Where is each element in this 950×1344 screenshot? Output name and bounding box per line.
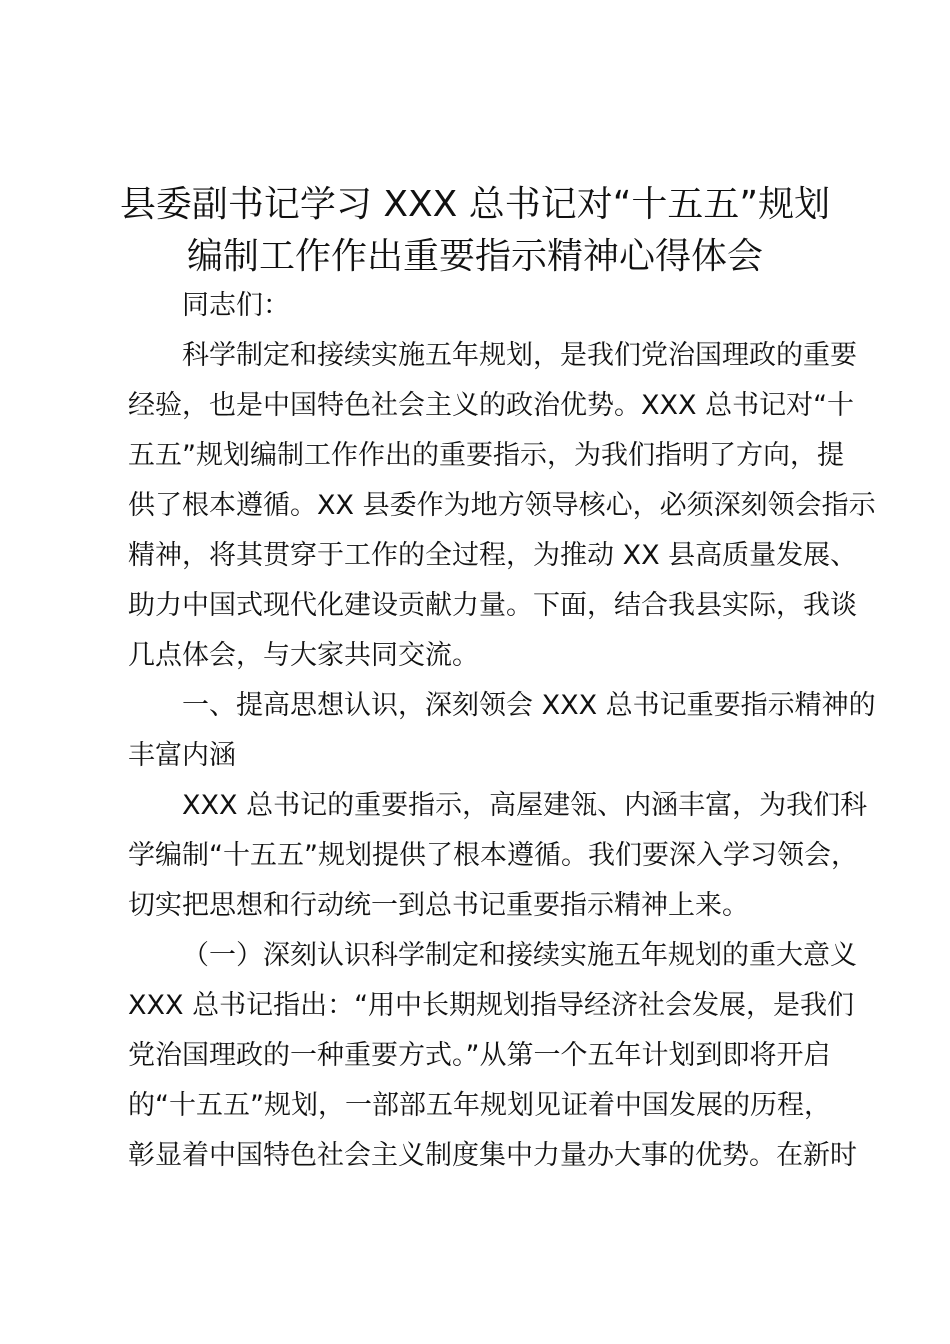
paragraph-line: 供了根本遵循。XX 县委作为地方领导核心，必须深刻领会指示 bbox=[128, 490, 876, 521]
paragraph-line: 经验，也是中国特色社会主义的政治优势。XXX 总书记对“十 bbox=[128, 390, 855, 421]
section-heading-line: 丰富内涵 bbox=[128, 740, 236, 771]
document-title-line-2: 编制工作作出重要指示精神心得体会 bbox=[186, 236, 763, 277]
subsection-heading: （一）深刻认识科学制定和接续实施五年规划的重大意义 bbox=[182, 940, 857, 971]
paragraph-line: 精神，将其贯穿于工作的全过程，为推动 XX 县高质量发展、 bbox=[128, 540, 858, 571]
paragraph-line: 五五”规划编制工作作出的重要指示，为我们指明了方向，提 bbox=[128, 440, 844, 471]
paragraph-line: 党治国理政的一种重要方式。”从第一个五年计划到即将开启 bbox=[128, 1040, 831, 1071]
paragraph-line: 学编制“十五五”规划提供了根本遵循。我们要深入学习领会， bbox=[128, 840, 858, 871]
paragraph-line: XXX 总书记的重要指示，高屋建瓴、内涵丰富，为我们科 bbox=[182, 790, 868, 821]
paragraph-line: 彰显着中国特色社会主义制度集中力量办大事的优势。在新时 bbox=[128, 1140, 857, 1171]
paragraph-line: 助力中国式现代化建设贡献力量。下面，结合我县实际，我谈 bbox=[128, 590, 857, 621]
paragraph-line: 科学制定和接续实施五年规划，是我们党治国理政的重要 bbox=[182, 340, 857, 371]
section-heading-line: 一、提高思想认识，深刻领会 XXX 总书记重要指示精神的 bbox=[182, 690, 876, 721]
paragraph-line: XXX 总书记指出：“用中长期规划指导经济社会发展，是我们 bbox=[128, 990, 855, 1021]
paragraph-line: 几点体会，与大家共同交流。 bbox=[128, 640, 479, 671]
salutation: 同志们： bbox=[182, 290, 290, 321]
paragraph-line: 切实把思想和行动统一到总书记重要指示精神上来。 bbox=[128, 890, 749, 921]
paragraph-line: 的“十五五”规划，一部部五年规划见证着中国发展的历程， bbox=[128, 1090, 831, 1121]
document-title-line-1: 县委副书记学习 XXX 总书记对“十五五”规划 bbox=[119, 184, 831, 225]
